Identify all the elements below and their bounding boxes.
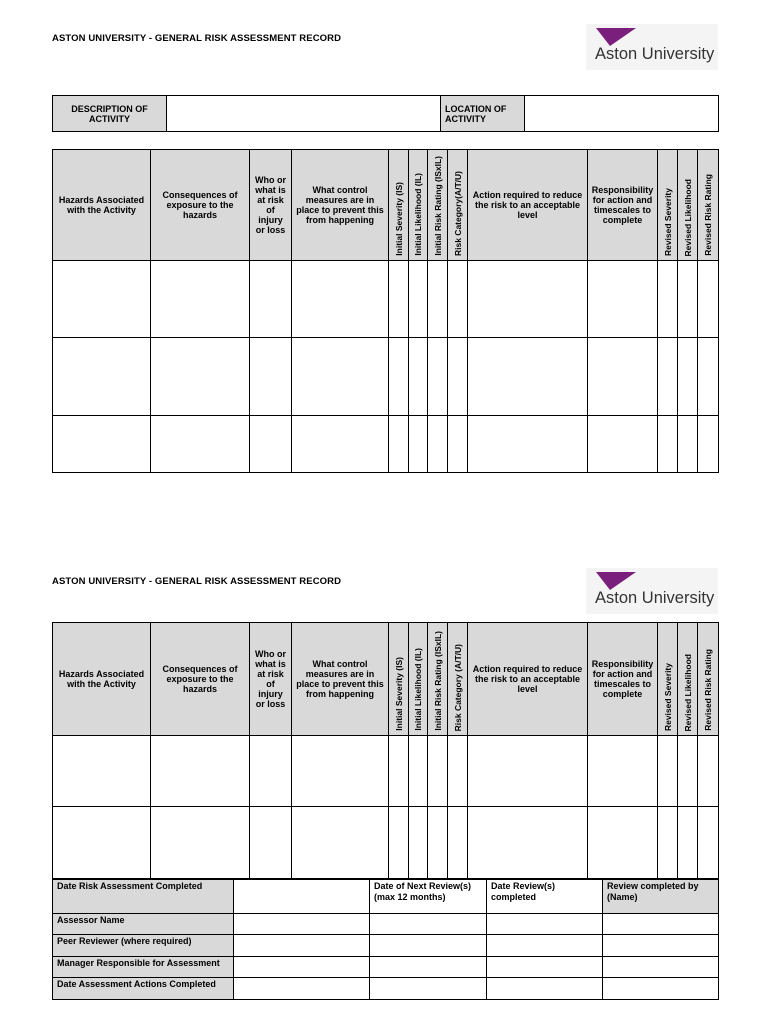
risk-category-header: Risk Category (A/T/U) (448, 623, 468, 736)
actions-completed-label: Date Assessment Actions Completed (53, 977, 234, 999)
table-row (53, 956, 719, 977)
date-completed-field[interactable] (234, 879, 370, 913)
revised-likelihood-header: Revised Likelihood (678, 150, 698, 261)
table-row (53, 879, 719, 913)
table-row (53, 913, 719, 934)
review-cell[interactable] (603, 913, 719, 934)
who-at-risk-header: Who or what is at risk of injury or loss (250, 623, 292, 736)
reviews-completed-label: Date Review(s) completed (487, 879, 603, 913)
review-record-table (52, 878, 719, 1000)
initial-severity-header: Initial Severity (IS) (389, 150, 409, 261)
initial-risk-rating-header: Initial Risk Rating (ISxIL) (428, 150, 448, 261)
revised-risk-rating-header: Revised Risk Rating (698, 623, 719, 736)
initial-severity-header: Initial Severity (IS) (389, 623, 409, 736)
revised-likelihood-header: Revised Likelihood (678, 623, 698, 736)
next-review-label: Date of Next Review(s) (max 12 months) (370, 879, 487, 913)
table-row[interactable] (53, 807, 719, 879)
aston-university-logo (586, 568, 718, 614)
hazards-header: Hazards Associated with the Activity (53, 150, 151, 261)
actions-completed-field[interactable] (234, 977, 370, 999)
description-field[interactable] (167, 96, 441, 132)
activity-description-table (52, 95, 719, 132)
who-at-risk-header: Who or what is at risk of injury or loss (250, 150, 292, 261)
review-cell[interactable] (487, 934, 603, 956)
manager-label: Manager Responsible for Assessment (53, 956, 234, 977)
review-cell[interactable] (370, 977, 487, 999)
document-title: ASTON UNIVERSITY - GENERAL RISK ASSESSMENT RECORD (52, 576, 342, 587)
logo-triangle-icon (596, 28, 636, 46)
table-row[interactable] (53, 736, 719, 807)
date-completed-label: Date Risk Assessment Completed (53, 879, 234, 913)
manager-field[interactable] (234, 956, 370, 977)
review-by-label: Review completed by (Name) (603, 879, 719, 913)
table-row[interactable] (53, 338, 719, 416)
initial-likelihood-header: Initial Likelihood (IL) (409, 623, 428, 736)
review-cell[interactable] (603, 956, 719, 977)
aston-university-logo (586, 24, 718, 70)
logo-text: Aston University (595, 589, 715, 607)
action-required-header: Action required to reduce the risk to an acceptable level (468, 150, 588, 261)
review-cell[interactable] (603, 977, 719, 999)
location-field[interactable] (525, 96, 719, 132)
revised-risk-rating-header: Revised Risk Rating (698, 150, 719, 261)
initial-likelihood-header: Initial Likelihood (IL) (409, 150, 428, 261)
hazards-header: Hazards Associated with the Activity (53, 623, 151, 736)
description-label: DESCRIPTION OF ACTIVITY (53, 96, 167, 132)
review-cell[interactable] (487, 956, 603, 977)
logo-triangle-icon (596, 572, 636, 590)
review-cell[interactable] (603, 934, 719, 956)
logo-text: Aston University (595, 45, 715, 63)
review-cell[interactable] (487, 977, 603, 999)
header-row (53, 150, 719, 261)
action-required-header: Action required to reduce the risk to an acceptable level (468, 623, 588, 736)
revised-severity-header: Revised Severity (658, 150, 678, 261)
control-measures-header: What control measures are in place to prevent this from happening (292, 623, 389, 736)
initial-risk-rating-header: Initial Risk Rating (ISxIL) (428, 623, 448, 736)
consequences-header: Consequences of exposure to the hazards (151, 150, 250, 261)
header-row (53, 623, 719, 736)
risk-assessment-table-1 (52, 149, 719, 473)
responsibility-header: Responsibility for action and timescales to complete (588, 150, 658, 261)
risk-category-header: Risk Category(A/T/U) (448, 150, 468, 261)
table-row (53, 934, 719, 956)
responsibility-header: Responsibility for action and timescales to complete (588, 623, 658, 736)
assessor-name-label: Assessor Name (53, 913, 234, 934)
review-cell[interactable] (370, 913, 487, 934)
review-cell[interactable] (370, 956, 487, 977)
peer-reviewer-label: Peer Reviewer (where required) (53, 934, 234, 956)
assessor-name-field[interactable] (234, 913, 370, 934)
location-label: LOCATION OF ACTIVITY (441, 96, 525, 132)
risk-assessment-table-2 (52, 622, 719, 879)
peer-reviewer-field[interactable] (234, 934, 370, 956)
review-cell[interactable] (487, 913, 603, 934)
document-title: ASTON UNIVERSITY - GENERAL RISK ASSESSMENT RECORD (52, 33, 342, 44)
table-row (53, 977, 719, 999)
revised-severity-header: Revised Severity (658, 623, 678, 736)
consequences-header: Consequences of exposure to the hazards (151, 623, 250, 736)
review-cell[interactable] (370, 934, 487, 956)
table-row[interactable] (53, 416, 719, 473)
table-row[interactable] (53, 261, 719, 338)
control-measures-header: What control measures are in place to prevent this from happening (292, 150, 389, 261)
